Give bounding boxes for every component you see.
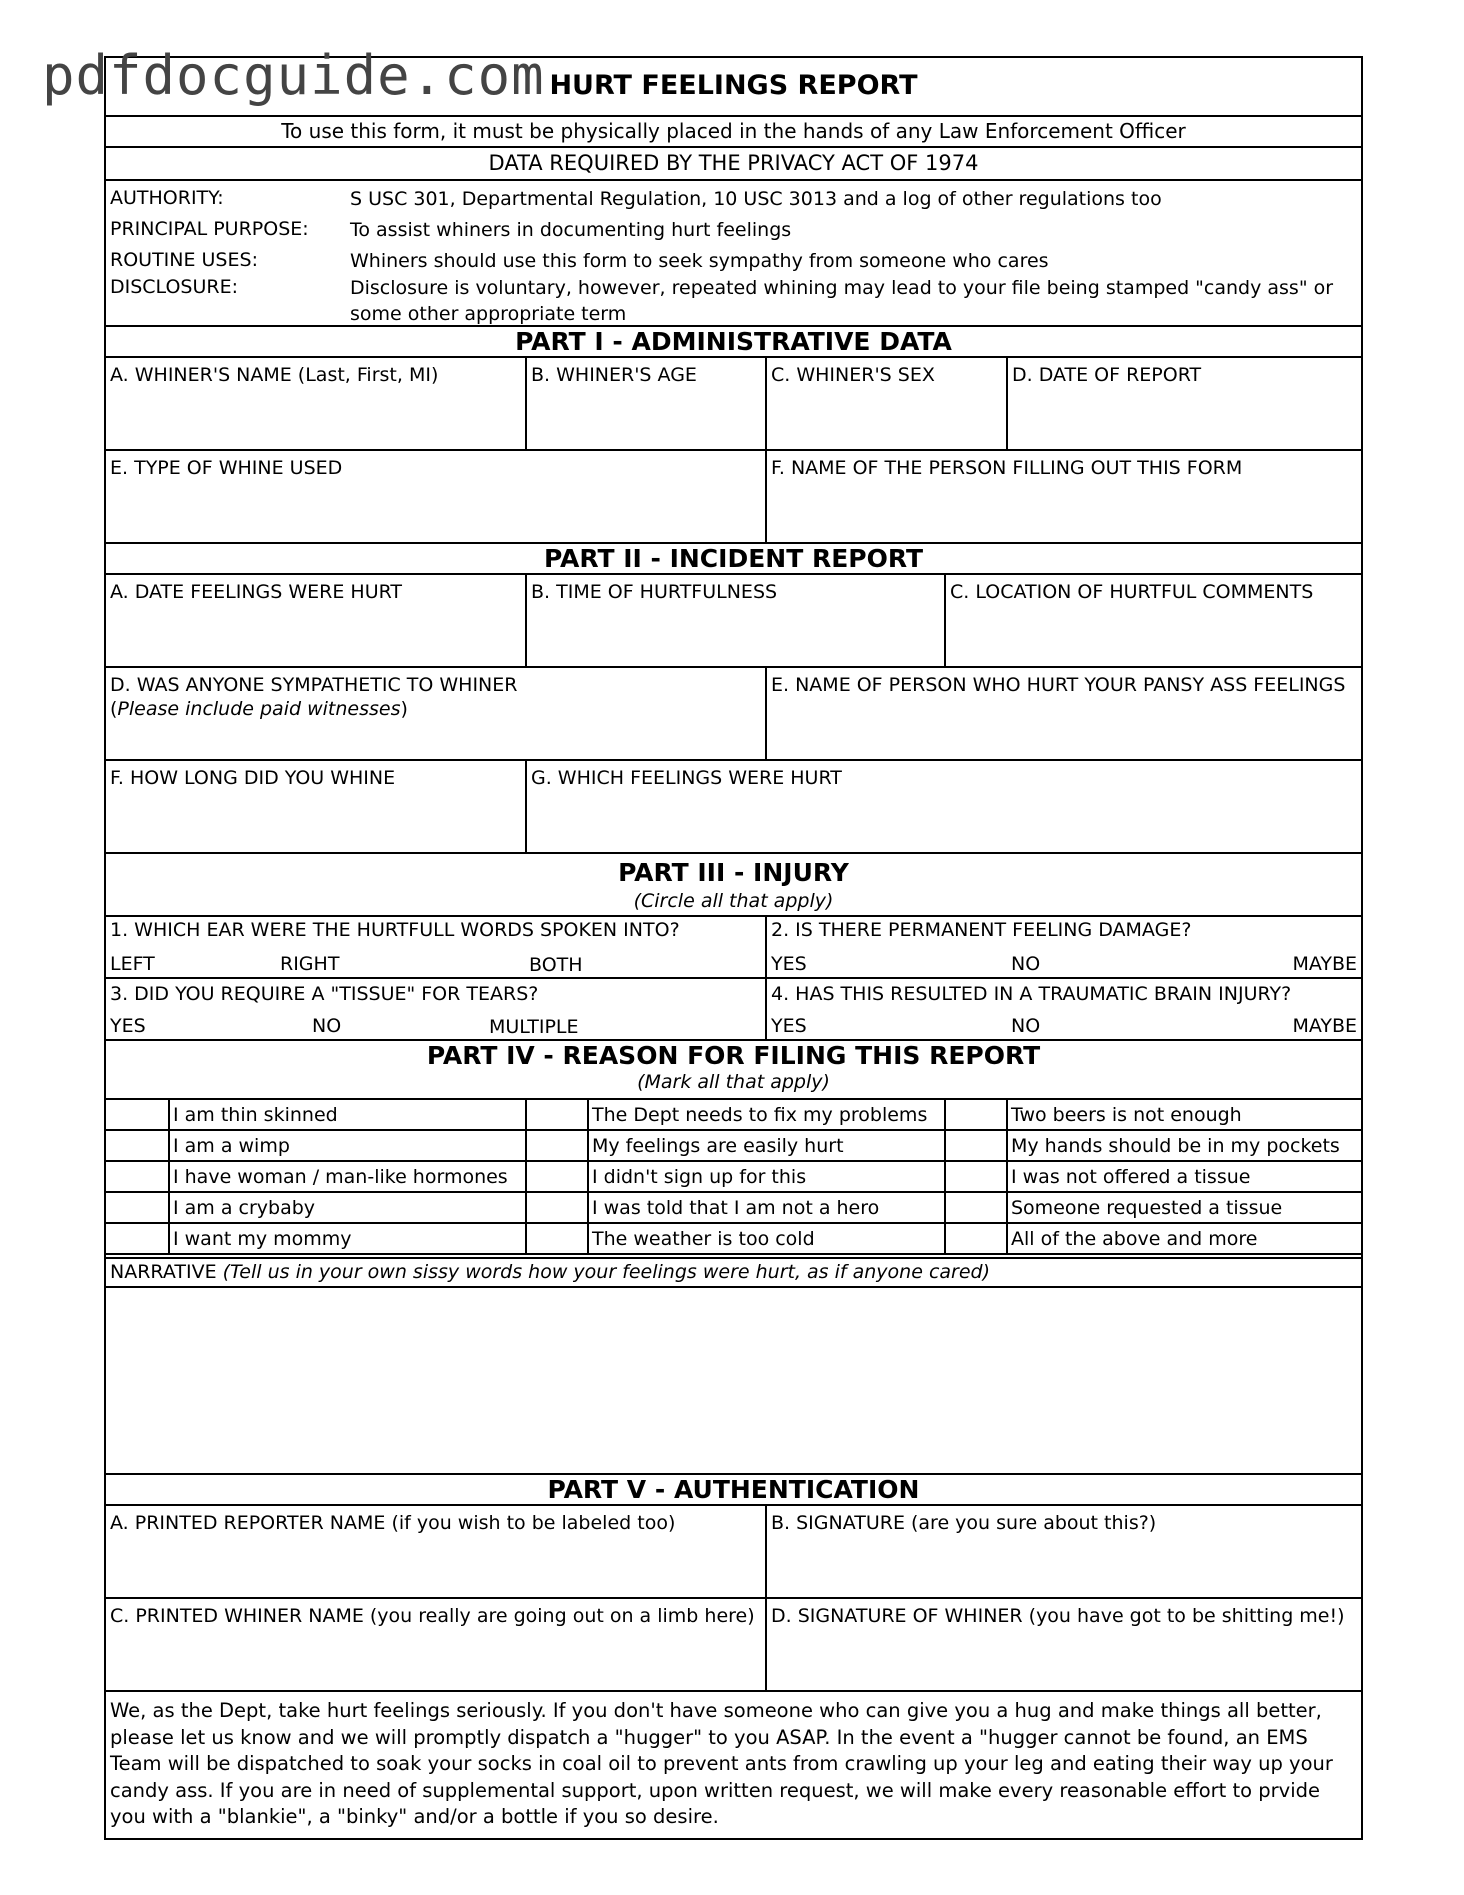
checkbox[interactable] <box>944 1100 1006 1129</box>
checkbox[interactable] <box>525 1162 587 1191</box>
q2-label: 2. IS THERE PERMANENT FEELING DAMAGE? <box>771 919 1192 941</box>
purpose-text: To assist whiners in documenting hurt feelings <box>350 219 792 241</box>
sympathetic-label: D. WAS ANYONE SYMPATHETIC TO WHINER <box>110 674 518 696</box>
signature-label: B. SIGNATURE (are you sure about this?) <box>771 1512 1157 1534</box>
part3-subtitle: (Circle all that apply) <box>633 890 834 912</box>
checklist-row <box>106 1162 1361 1193</box>
whiner-name-field[interactable] <box>106 358 525 449</box>
whiner-signature-label: D. SIGNATURE OF WHINER (you have got to be shitting me!) <box>771 1605 1345 1627</box>
sympathetic-note: (Please include paid witnesses) <box>110 698 408 720</box>
privacy-block <box>106 181 1361 327</box>
reason-label: All of the above and more <box>1011 1228 1258 1250</box>
q4-cell <box>765 979 1361 1039</box>
narrative-label: NARRATIVE (Tell us in your own sissy words how your feelings were hurt, as if anyone cared) <box>110 1261 991 1283</box>
signature-field[interactable] <box>765 1506 1361 1597</box>
checkbox[interactable] <box>106 1100 168 1129</box>
q2-cell <box>765 917 1361 977</box>
reason-item <box>587 1100 944 1129</box>
whiner-sex-field[interactable] <box>765 358 1006 449</box>
reason-label: I didn't sign up for this <box>592 1166 807 1188</box>
reason-item <box>168 1193 525 1222</box>
q3-option-multiple[interactable]: MULTIPLE <box>489 1016 579 1038</box>
checklist-row <box>106 1131 1361 1162</box>
part2-header <box>106 544 1361 575</box>
watermark: pdfdocguide.com <box>42 44 545 107</box>
q3-cell <box>106 979 765 1039</box>
narrative-label-row <box>106 1259 1361 1288</box>
reason-item <box>168 1100 525 1129</box>
disclosure-label: DISCLOSURE: <box>110 276 238 298</box>
checkbox[interactable] <box>106 1224 168 1253</box>
reporter-name-field[interactable] <box>106 1506 765 1597</box>
reason-label: Two beers is not enough <box>1011 1104 1242 1126</box>
whiner-sex-label: C. WHINER'S SEX <box>771 364 935 386</box>
form-filler-name-field[interactable] <box>765 451 1361 542</box>
date-hurt-field[interactable] <box>106 575 525 666</box>
purpose-label: PRINCIPAL PURPOSE: <box>110 218 309 240</box>
reason-label: I was not offered a tissue <box>1011 1166 1251 1188</box>
reason-label: Someone requested a tissue <box>1011 1197 1283 1219</box>
privacy-title: DATA REQUIRED BY THE PRIVACY ACT OF 1974 <box>488 151 979 175</box>
reason-item <box>1006 1100 1363 1129</box>
checkbox[interactable] <box>106 1131 168 1160</box>
checkbox[interactable] <box>525 1193 587 1222</box>
reason-item <box>168 1162 525 1191</box>
whiner-age-label: B. WHINER'S AGE <box>531 364 697 386</box>
reason-label: My feelings are easily hurt <box>592 1135 844 1157</box>
feelings-hurt-label: G. WHICH FEELINGS WERE HURT <box>531 767 842 789</box>
reason-label: I want my mommy <box>173 1228 352 1250</box>
feelings-hurt-field[interactable] <box>525 761 1361 852</box>
reason-item <box>587 1131 944 1160</box>
part1-row2 <box>106 451 1361 544</box>
part2-title: PART II - INCIDENT REPORT <box>543 544 924 573</box>
time-hurt-field[interactable] <box>525 575 944 666</box>
whiner-name-label: A. WHINER'S NAME (Last, First, MI) <box>110 364 439 386</box>
part2-row2 <box>106 668 1361 761</box>
footer-text: We, as the Dept, take hurt feelings seriously. If you don't have someone who can give you a hug and make things all better, please let us know and we will promptly dispatch a "hugger" to you ASAP. In the event a "hugger cannot be found, an EMS Team will be dispatched to soak your socks in coal oil to prevent ants from crawling up your leg and eating their way up your candy ass. If you are in need of supplemental support, upon written request, we will make every reasonable effort to prvide you with a "blankie", a "binky" and/or a bottle if you so desire. <box>110 1699 1333 1828</box>
instruction-text: To use this form, it must be physically placed in the hands of any Law Enforcement Officer <box>281 119 1186 143</box>
q1-option-right[interactable]: RIGHT <box>280 953 340 975</box>
part4-title: PART IV - REASON FOR FILING THIS REPORT <box>426 1041 1041 1070</box>
routine-label: ROUTINE USES: <box>110 249 258 271</box>
type-of-whine-label: E. TYPE OF WHINE USED <box>110 457 343 479</box>
part5-header <box>106 1475 1361 1506</box>
q2-option-maybe[interactable]: MAYBE <box>1292 953 1357 975</box>
privacy-title-row <box>106 148 1361 181</box>
reason-item <box>168 1224 525 1253</box>
checkbox[interactable] <box>944 1224 1006 1253</box>
disclosure-text: Disclosure is voluntary, however, repeated whining may lead to your file being stamped "candy ass" or some other appropriate term <box>350 277 1334 325</box>
whiner-printed-name-label: C. PRINTED WHINER NAME (you really are going out on a limb here) <box>110 1605 755 1627</box>
part1-title: PART I - ADMINISTRATIVE DATA <box>515 327 952 356</box>
reason-label: The weather is too cold <box>592 1228 815 1250</box>
checkbox[interactable] <box>525 1131 587 1160</box>
footer-block <box>106 1692 1361 1842</box>
hurt-feelings-form <box>104 56 1363 1840</box>
q1-label: 1. WHICH EAR WERE THE HURTFULL WORDS SPOKEN INTO? <box>110 919 680 941</box>
reason-label: I have woman / man-like hormones <box>173 1166 508 1188</box>
location-field[interactable] <box>944 575 1361 666</box>
reason-item <box>1006 1162 1363 1191</box>
time-hurt-label: B. TIME OF HURTFULNESS <box>531 581 778 603</box>
reason-label: I am thin skinned <box>173 1104 338 1126</box>
part4-header <box>106 1041 1361 1100</box>
part3-row2 <box>106 979 1361 1041</box>
q4-label: 4. HAS THIS RESULTED IN A TRAUMATIC BRAIN INJURY? <box>771 983 1292 1005</box>
reason-item <box>587 1162 944 1191</box>
whine-duration-field[interactable] <box>106 761 525 852</box>
checkbox[interactable] <box>944 1193 1006 1222</box>
routine-text: Whiners should use this form to seek sympathy from someone who cares <box>350 250 1049 272</box>
q2-option-no[interactable]: NO <box>1011 953 1041 975</box>
q1-option-both[interactable]: BOTH <box>529 954 583 976</box>
reason-label: I was told that I am not a hero <box>592 1197 880 1219</box>
checkbox[interactable] <box>525 1100 587 1129</box>
reason-item <box>587 1193 944 1222</box>
reason-item <box>587 1224 944 1253</box>
part2-row3 <box>106 761 1361 854</box>
part3-title: PART III - INJURY <box>618 858 849 887</box>
narrative-textarea[interactable] <box>106 1288 1361 1475</box>
authority-text: S USC 301, Departmental Regulation, 10 USC 3013 and a log of other regulations too <box>350 188 1162 210</box>
q3-option-no[interactable]: NO <box>312 1015 342 1037</box>
offender-name-field[interactable] <box>765 668 1361 759</box>
part2-row1 <box>106 575 1361 668</box>
part3-header <box>106 854 1361 917</box>
q1-option-left[interactable]: LEFT <box>110 953 155 975</box>
part5-row1 <box>106 1506 1361 1599</box>
authority-label: AUTHORITY: <box>110 187 224 209</box>
checkbox[interactable] <box>944 1131 1006 1160</box>
reason-item <box>1006 1193 1363 1222</box>
q3-label: 3. DID YOU REQUIRE A "TISSUE" FOR TEARS? <box>110 983 539 1005</box>
checkbox[interactable] <box>106 1162 168 1191</box>
part5-title: PART V - AUTHENTICATION <box>547 1475 920 1504</box>
reason-label: I am a wimp <box>173 1135 290 1157</box>
form-filler-name-label: F. NAME OF THE PERSON FILLING OUT THIS FORM <box>771 457 1243 479</box>
reason-item <box>168 1131 525 1160</box>
date-of-report-field[interactable] <box>1006 358 1361 449</box>
whiner-age-field[interactable] <box>525 358 765 449</box>
whine-duration-label: F. HOW LONG DID YOU WHINE <box>110 767 396 789</box>
reason-label: My hands should be in my pockets <box>1011 1135 1340 1157</box>
whiner-printed-name-field[interactable] <box>106 1599 765 1690</box>
form-title: HURT FEELINGS REPORT <box>549 70 918 101</box>
part3-row1 <box>106 917 1361 979</box>
reason-item <box>1006 1224 1363 1253</box>
checkbox[interactable] <box>106 1193 168 1222</box>
sympathetic-field[interactable] <box>106 668 765 759</box>
part4-subtitle: (Mark all that apply) <box>637 1071 830 1093</box>
q2-option-yes[interactable]: YES <box>771 953 807 975</box>
q3-option-yes[interactable]: YES <box>110 1015 146 1037</box>
date-of-report-label: D. DATE OF REPORT <box>1012 364 1202 386</box>
checklist-row <box>106 1193 1361 1224</box>
reason-label: The Dept needs to fix my problems <box>592 1104 928 1126</box>
date-hurt-label: A. DATE FEELINGS WERE HURT <box>110 581 403 603</box>
part1-row1 <box>106 358 1361 451</box>
q4-option-yes[interactable]: YES <box>771 1015 807 1037</box>
reporter-name-label: A. PRINTED REPORTER NAME (if you wish to be labeled too) <box>110 1512 676 1534</box>
reason-label: I am a crybaby <box>173 1197 316 1219</box>
q4-option-maybe[interactable]: MAYBE <box>1292 1015 1357 1037</box>
checklist-row <box>106 1224 1361 1255</box>
reason-item <box>1006 1131 1363 1160</box>
part1-header <box>106 327 1361 358</box>
q1-cell <box>106 917 765 977</box>
location-label: C. LOCATION OF HURTFUL COMMENTS <box>950 581 1314 603</box>
checkbox[interactable] <box>944 1162 1006 1191</box>
checklist-row <box>106 1100 1361 1131</box>
whiner-signature-field[interactable] <box>765 1599 1361 1690</box>
offender-name-label: E. NAME OF PERSON WHO HURT YOUR PANSY ASS FEELINGS <box>771 674 1346 696</box>
checkbox[interactable] <box>525 1224 587 1253</box>
type-of-whine-field[interactable] <box>106 451 765 542</box>
q4-option-no[interactable]: NO <box>1011 1015 1041 1037</box>
instruction-row <box>106 117 1361 148</box>
part5-row2 <box>106 1599 1361 1692</box>
